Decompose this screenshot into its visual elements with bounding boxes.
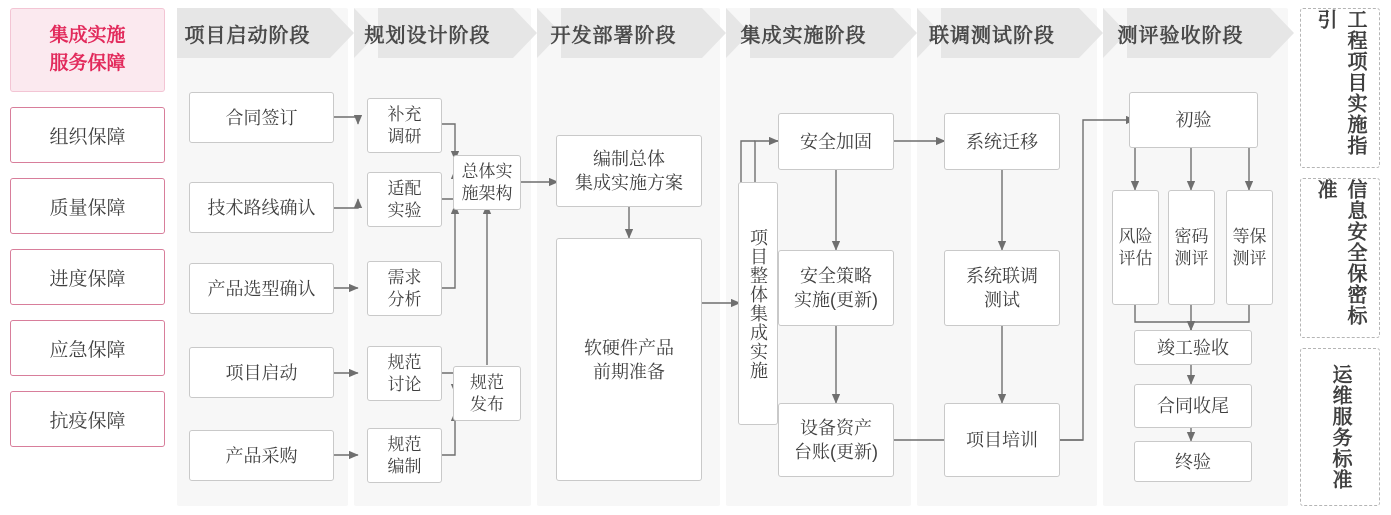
right-box-label: 工程项目实施指引	[1314, 9, 1366, 156]
phase-header-5	[917, 8, 1079, 58]
node-standard-release[interactable]	[453, 366, 521, 421]
node-overall-integration-plan[interactable]	[556, 135, 702, 207]
node-label-line-1: 设备资产	[800, 418, 872, 438]
node-overall-integration-implementation[interactable]	[738, 182, 778, 425]
left-item-label: 组织保障	[49, 126, 126, 148]
node-supplementary-research[interactable]	[367, 98, 442, 153]
node-system-migration[interactable]	[944, 113, 1060, 170]
node-label-line-2: 分析	[387, 289, 422, 309]
node-label: 项目培训	[966, 430, 1038, 450]
left-item-label: 质量保障	[49, 197, 126, 219]
node-label: 终验	[1175, 451, 1211, 472]
node-label-line-2: 讨论	[387, 374, 422, 394]
phase-header-label: 开发部署阶段	[550, 24, 677, 47]
node-label: 项目整体集成实施	[748, 227, 768, 380]
node-risk-assessment[interactable]	[1112, 190, 1159, 305]
node-overall-implementation-architecture[interactable]	[453, 155, 521, 210]
left-column-title	[10, 8, 165, 92]
node-security-policy-implementation[interactable]	[778, 250, 894, 326]
node-label: 项目启动	[225, 362, 298, 383]
phase-header-label: 集成实施阶段	[740, 24, 867, 47]
node-system-joint-test[interactable]	[944, 250, 1060, 326]
node-label-line-2: 实施(更新)	[794, 290, 878, 310]
left-item-label: 抗疫保障	[49, 410, 126, 432]
phase-header-label: 测评验收阶段	[1117, 24, 1244, 47]
node-completion-acceptance[interactable]	[1134, 330, 1252, 365]
left-item-epidemic[interactable]	[10, 391, 165, 447]
node-security-hardening[interactable]	[778, 113, 894, 170]
node-label: 安全加固	[800, 131, 872, 152]
node-label: 初验	[1175, 110, 1212, 130]
node-label-line-2: 施架构	[461, 183, 513, 203]
node-label-line-1: 软硬件产品	[584, 337, 674, 358]
node-label: 技术路线确认	[207, 197, 316, 218]
node-label-line-2: 集成实施方案	[575, 173, 683, 193]
left-item-label: 应急保障	[49, 339, 126, 361]
phase-header-label: 规划设计阶段	[364, 24, 491, 47]
node-final-acceptance[interactable]	[1134, 441, 1252, 482]
left-item-quality[interactable]	[10, 178, 165, 234]
node-project-training[interactable]	[944, 403, 1060, 477]
node-label-line-1: 密码	[1174, 226, 1209, 246]
node-label: 产品选型确认	[207, 278, 316, 299]
node-label-line-2: 调研	[387, 126, 422, 146]
node-standard-drafting[interactable]	[367, 428, 442, 483]
node-asset-ledger-update[interactable]	[778, 403, 894, 477]
left-title-line-2: 服务保障	[49, 53, 126, 74]
node-label: 产品采购	[225, 445, 298, 466]
phase-header-4	[726, 8, 893, 58]
node-label-line-1: 规范	[387, 352, 422, 372]
left-column	[10, 8, 165, 506]
node-project-kickoff[interactable]	[189, 347, 334, 398]
node-preliminary-acceptance[interactable]	[1129, 92, 1258, 148]
node-adaptation-experiment[interactable]	[367, 172, 442, 227]
node-label-line-1: 规范	[387, 434, 422, 454]
node-tech-route-confirm[interactable]	[189, 182, 334, 233]
node-label-line-2: 评估	[1118, 248, 1153, 268]
node-label-line-1: 总体实	[461, 161, 513, 181]
phase-header-1	[177, 8, 330, 58]
node-label-line-1: 补充	[387, 104, 422, 124]
node-label-line-1: 适配	[387, 178, 422, 198]
node-label: 合同签订	[225, 107, 298, 128]
node-label-line-2: 发布	[470, 394, 504, 414]
node-requirement-analysis[interactable]	[367, 261, 442, 316]
right-box-engineering-guideline[interactable]	[1300, 8, 1380, 168]
node-contract-closure[interactable]	[1134, 384, 1252, 428]
left-title-line-1: 集成实施	[49, 25, 126, 46]
node-label-line-1: 风险	[1118, 226, 1153, 246]
node-label-line-2: 台账(更新)	[794, 442, 878, 462]
node-label-line-2: 测评	[1232, 248, 1267, 268]
node-cryptography-evaluation[interactable]	[1168, 190, 1215, 305]
node-label: 合同收尾	[1157, 396, 1229, 416]
node-label-line-1: 规范	[470, 372, 504, 392]
node-label-line-2: 编制	[387, 456, 422, 476]
phase-header-2	[354, 8, 513, 58]
left-item-label: 进度保障	[49, 268, 126, 290]
node-contract-signing[interactable]	[189, 92, 334, 143]
node-label-line-1: 编制总体	[593, 149, 665, 169]
node-label-line-2: 测评	[1174, 248, 1209, 268]
right-box-label: 运维服务标准	[1329, 364, 1351, 490]
node-hardware-software-preparation[interactable]	[556, 238, 702, 481]
right-box-ops-standard[interactable]	[1300, 348, 1380, 506]
node-product-selection-confirm[interactable]	[189, 263, 334, 314]
node-label-line-2: 测试	[984, 290, 1020, 310]
phase-header-6	[1103, 8, 1270, 58]
node-label: 系统迁移	[966, 131, 1038, 152]
left-item-organization[interactable]	[10, 107, 165, 163]
node-label: 竣工验收	[1157, 337, 1229, 358]
node-label-line-1: 系统联调	[966, 266, 1038, 286]
node-label-line-2: 实验	[387, 200, 422, 220]
node-product-procurement[interactable]	[189, 430, 334, 481]
left-item-schedule[interactable]	[10, 249, 165, 305]
phase-header-label: 联调测试阶段	[929, 24, 1055, 47]
node-label-line-1: 等保	[1232, 226, 1267, 246]
node-classified-protection-evaluation[interactable]	[1226, 190, 1273, 305]
right-box-label: 信息安全保密标准	[1314, 179, 1366, 326]
left-item-emergency[interactable]	[10, 320, 165, 376]
right-box-security-standard[interactable]	[1300, 178, 1380, 338]
node-label-line-1: 需求	[387, 267, 422, 287]
node-label-line-1: 安全策略	[800, 266, 872, 286]
phase-header-label: 项目启动阶段	[184, 24, 311, 47]
phase-header-3	[537, 8, 702, 58]
node-label-line-2: 前期准备	[593, 361, 665, 382]
node-standard-discussion[interactable]	[367, 346, 442, 401]
